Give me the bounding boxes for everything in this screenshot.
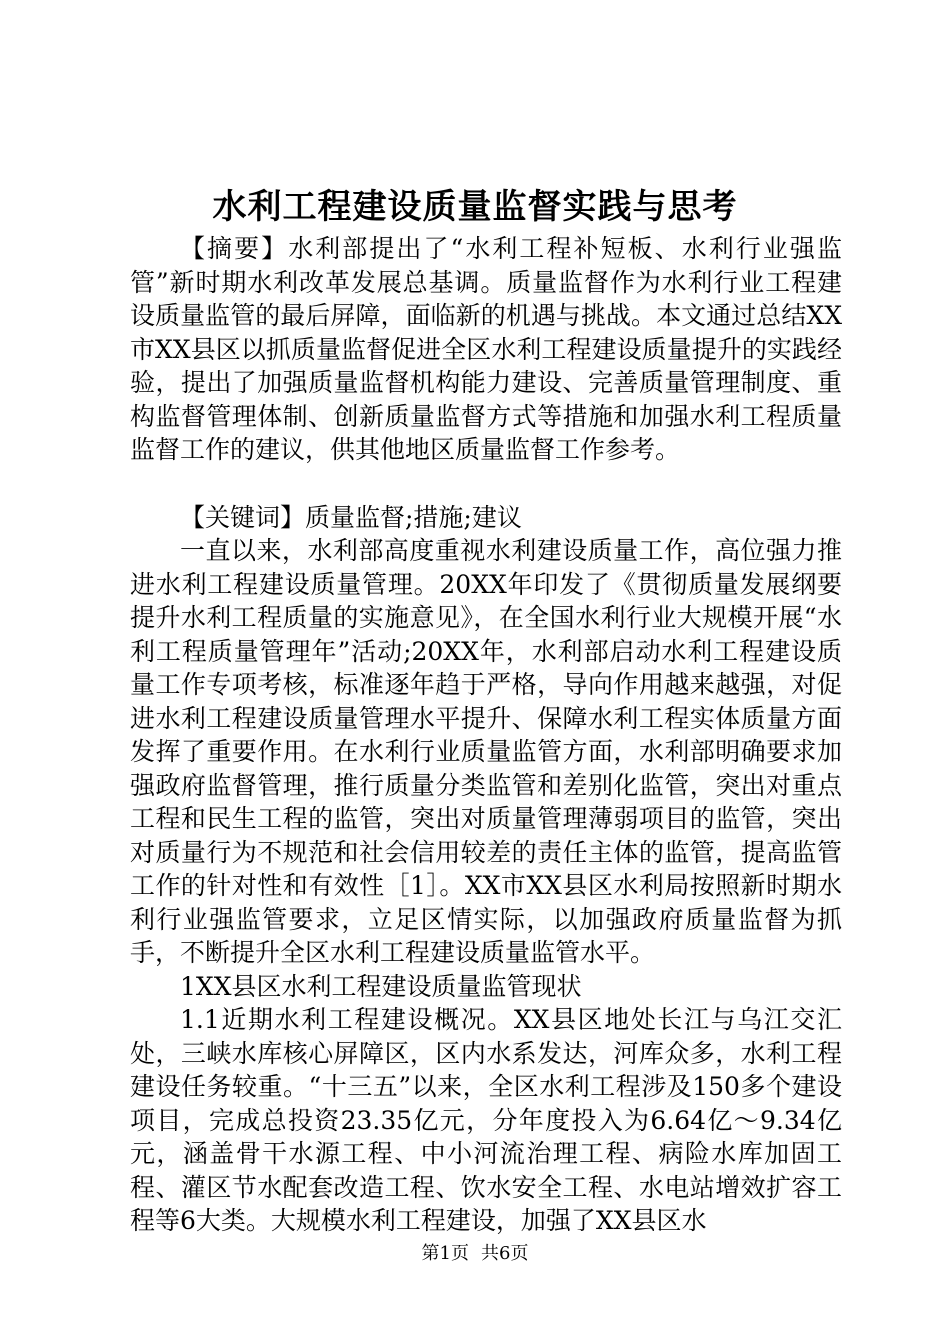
intro-paragraph: 一直以来，水利部高度重视水利建设质量工作，高位强力推进水利工程建设质量管理。20XX年印发了《贯彻质量发展纲要提升水利工程质量的实施意见》，在全国水利行业大规模开展“水利工程质量管理年”活动;20XX年，水利部启动水利工程建设质量工作专项考核，标准逐年趋于严格，导向作用越来越强，对促进水利工程建设质量管理水平提升、保障水利工程实体质量方面发挥了重要作用。在水利行业质量监管方面，水利部明确要求加强政府监督管理，推行质量分类监管和差别化监管，突出对重点工程和民生工程的监管，突出对质量管理薄弱项目的监管，突出对质量行为不规范和社会信用较差的责任主体的监管，提高监管工作的针对性和有效性［1］。XX市XX县区水利局按照新时期水利行业强监管要求，立足区情实际，以加强政府质量监督为抓手，不断提升全区水利工程建设质量监管水平。 [130,536,842,967]
document-body [130,232,842,1238]
page-total: 共6页 [481,1243,529,1264]
abstract-paragraph: 【摘要】水利部提出了“水利工程补短板、水利行业强监管”新时期水利改革发展总基调。质量监督作为水利行业工程建设质量监管的最后屏障，面临新的机遇与挑战。本文通过总结XX市XX县区以抓质量监督促进全区水利工程建设质量提升的实践经验，提出了加强质量监督机构能力建设、完善质量管理制度、重构监督管理体制、创新质量监督方式等措施和加强水利工程质量监督工作的建议，供其他地区质量监督工作参考。 [130,234,842,464]
section-heading: 1XX县区水利工程建设质量监管现状 [180,971,582,1001]
document-title: 水利工程建设质量监督实践与思考 [212,187,738,227]
page-number: 第1页 [421,1243,469,1264]
keywords-paragraph: 【关键词】质量监督;措施;建议 [180,502,522,532]
page-footer [0,1242,950,1266]
section-paragraph: 1.1近期水利工程建设概况。XX县区地处长江与乌江交汇处，三峡水库核心屏障区，区内水系发达，河库众多，水利工程建设任务较重。“十三五”以来，全区水利工程涉及150多个建设项目，完成总投资23.35亿元，分年度投入为6.64亿～9.34亿元，涵盖骨干水源工程、中小河流治理工程、病险水库加固工程、灌区节水配套改造工程、饮水安全工程、水电站增效扩容工程等6大类。大规模水利工程建设，加强了XX县区水 [130,1005,842,1235]
